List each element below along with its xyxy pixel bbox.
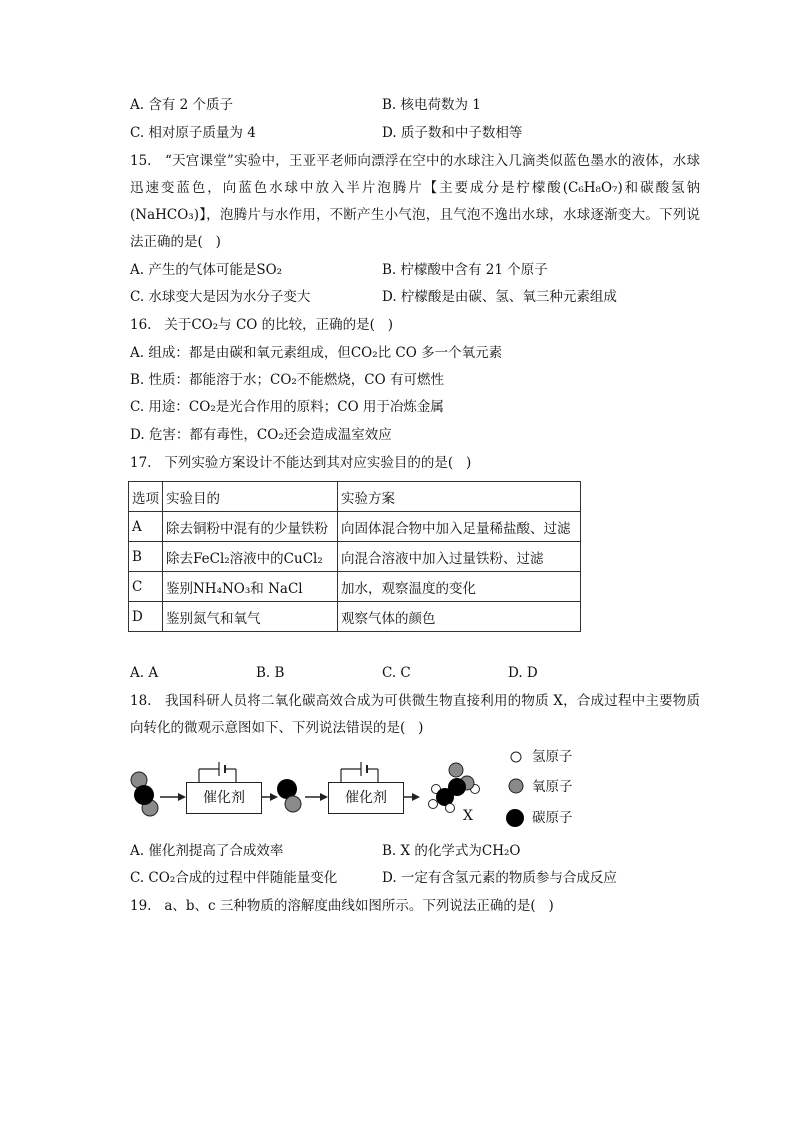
arrow-icon: [412, 793, 420, 801]
q18-option-b: B. X 的化学式为CH₂O: [382, 843, 521, 859]
carbon-atom: [134, 785, 154, 805]
table-cell: B: [129, 542, 163, 572]
legend-hydrogen-icon: [511, 752, 521, 762]
q15-stem: 15. “天宫课堂”实验中，王亚平老师向漂浮在空中的水球注入几滴类似蓝色墨水的液体，水球迅速变蓝色，向蓝色水球中放入半片泡腾片【主要成分是柠檬酸(C₆H₈O₇)和碳酸氢钠(NaHCO₃)】，泡腾片与水作用，不断产生小气泡，且气泡不逸出水球，水球逐渐变大。下列说法正确的是( ): [130, 153, 700, 250]
legend-oxygen-label: 氧原子: [532, 779, 573, 795]
q18-option-c: C. CO₂合成的过程中伴随能量变化: [130, 870, 338, 886]
table-header-cell: 实验方案: [338, 482, 581, 512]
table-cell: D: [129, 602, 163, 632]
electrode-icon: [199, 762, 236, 782]
legend-carbon-icon: [506, 809, 524, 827]
catalyst-box-2: 催化剂: [328, 782, 404, 814]
q14-option-a: A. 含有 2 个质子: [130, 97, 234, 113]
q19-stem: 19. a、b、c 三种物质的溶解度曲线如图所示。下列说法正确的是( ): [130, 898, 554, 914]
table-cell: 向固体混合物中加入足量稀盐酸、过滤: [338, 512, 581, 542]
legend-hydrogen-label: 氢原子: [532, 749, 573, 765]
q17-option-c: C. C: [382, 665, 411, 681]
q15-option-a: A. 产生的气体可能是SO₂: [130, 262, 283, 278]
q17-stem: 17. 下列实验方案设计不能达到其对应实验目的的是( ): [130, 455, 472, 471]
q18-option-d: D. 一定有含氢元素的物质参与合成反应: [382, 870, 617, 886]
q17-option-a: A. A: [130, 665, 159, 681]
table-header-cell: 选项: [129, 482, 163, 512]
q14-option-b: B. 核电荷数为 1: [382, 97, 481, 113]
hydrogen-atom: [429, 800, 438, 809]
q15-option-c: C. 水球变大是因为水分子变大: [130, 289, 311, 305]
table-cell: 鉴别NH₄NO₃和 NaCl: [163, 572, 338, 602]
table-cell: 鉴别氮气和氧气: [163, 602, 338, 632]
table-cell: 向混合溶液中加入过量铁粉、过滤: [338, 542, 581, 572]
q16-stem: 16. 关于CO₂与 CO 的比较，正确的是( ): [130, 317, 394, 333]
table-cell: 除去FeCl₂溶液中的CuCl₂: [163, 542, 338, 572]
table-cell: 除去铜粉中混有的少量铁粉: [163, 512, 338, 542]
q16-option-a: A. 组成：都是由碳和氧元素组成，但CO₂比 CO 多一个氧元素: [130, 345, 503, 361]
oxygen-atom: [285, 796, 301, 812]
q16-option-c: C. 用途：CO₂是光合作用的原料；CO 用于冶炼金属: [130, 399, 444, 415]
q14-option-d: D. 质子数和中子数相等: [382, 125, 523, 141]
arrow-icon: [320, 793, 328, 801]
product-label: X: [463, 808, 473, 824]
table-cell: 加水，观察温度的变化: [338, 572, 581, 602]
q18-stem: 18. 我国科研人员将二氧化碳高效合成为可供微生物直接利用的物质 X，合成过程中主要物质向转化的微观示意图如下、下列说法错误的是( ): [130, 693, 700, 736]
q15-option-d: D. 柠檬酸是由碳、氢、氧三种元素组成: [382, 289, 617, 305]
electrode-icon: [341, 762, 378, 782]
q17-option-b: B. B: [256, 665, 285, 681]
q15-option-b: B. 柠檬酸中含有 21 个原子: [382, 262, 548, 278]
q16-option-b: B. 性质：都能溶于水；CO₂不能燃烧，CO 有可燃性: [130, 372, 444, 388]
catalyst-box-1: 催化剂: [186, 782, 262, 814]
oxygen-atom: [449, 763, 463, 777]
arrow-icon: [270, 793, 278, 801]
q16-option-d: D. 危害：都有毒性，CO₂还会造成温室效应: [130, 427, 392, 443]
q18-option-a: A. 催化剂提高了合成效率: [130, 843, 284, 859]
hydrogen-atom: [446, 804, 455, 813]
table-cell: A: [129, 512, 163, 542]
legend-carbon-label: 碳原子: [532, 810, 573, 826]
product-molecule: [429, 763, 480, 813]
table-header-cell: 实验目的: [163, 482, 338, 512]
q14-option-c: C. 相对原子质量为 4: [130, 125, 256, 141]
arrow-icon: [178, 793, 186, 801]
table-cell: C: [129, 572, 163, 602]
q17-option-d: D. D: [508, 665, 538, 681]
table-cell: 观察气体的颜色: [338, 602, 581, 632]
legend-oxygen-icon: [509, 779, 523, 793]
